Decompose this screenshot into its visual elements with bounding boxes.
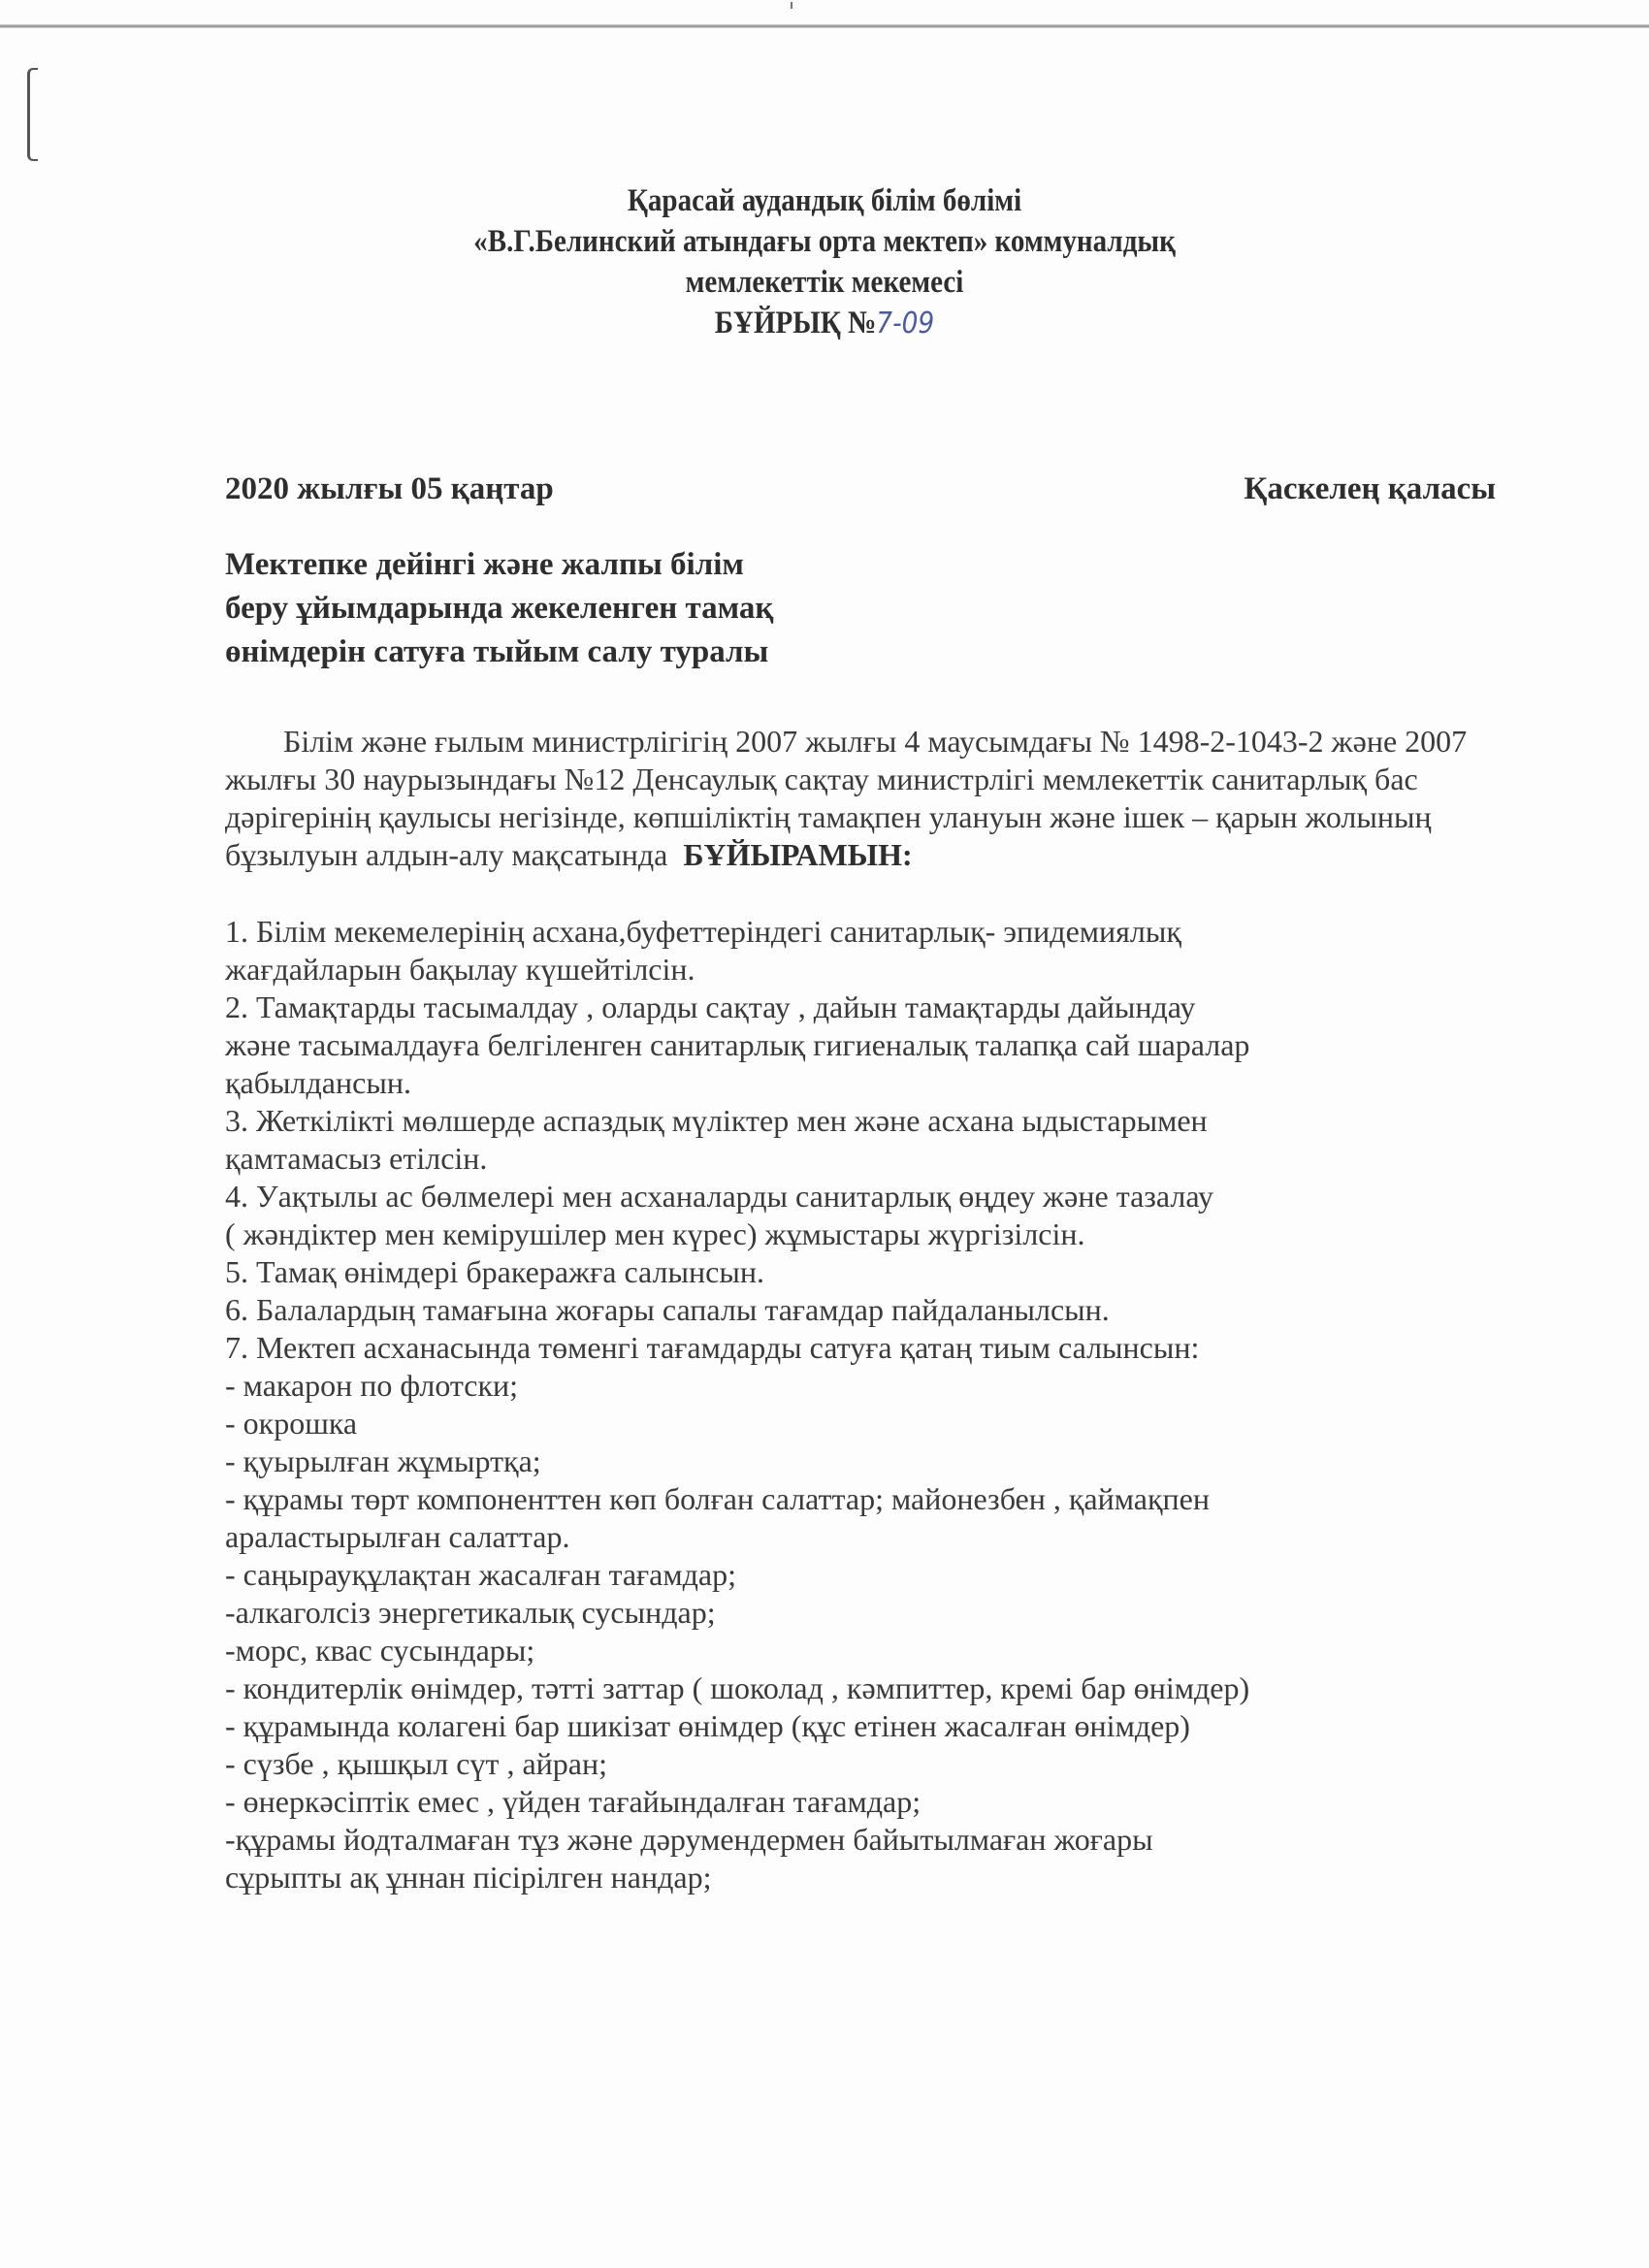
item-line: - саңырауқұлақтан жасалған тағамдар; <box>225 1557 736 1592</box>
order-place: Қаскелең қаласы <box>1244 471 1496 506</box>
document-header <box>99 180 1550 344</box>
item-line: қабылдансын. <box>225 1065 411 1100</box>
order-date: 2020 жылғы 05 қаңтар <box>225 471 554 506</box>
item-line: 2. Тамақтарды тасымалдау , оларды сақтау , дайын тамақтарды дайындау <box>225 989 1196 1024</box>
item-line: 5. Тамақ өнімдері бракеражға салынсын. <box>225 1254 764 1289</box>
order-title <box>225 543 773 674</box>
item-line: -құрамы йодталмаған тұз және дәрумендермен байытылмаған жоғары <box>225 1822 1153 1857</box>
item-line: 1. Білім мекемелерінің асхана,буфеттеріндегі санитарлық- эпидемиялық <box>225 914 1181 949</box>
item-line: ( жәндіктер мен кемірушілер мен күрес) жұмыстары жүргізілсін. <box>225 1216 1085 1251</box>
title-line: Мектепке дейінгі және жалпы білім <box>225 547 744 582</box>
item-line: араластырылған салаттар. <box>225 1519 570 1554</box>
item-line: қамтамасыз етілсін. <box>225 1141 488 1176</box>
preamble-paragraph <box>225 723 1515 874</box>
title-line: беру ұйымдарында жекеленген тамақ <box>225 591 774 626</box>
header-school: «В.Г.Белинский атындағы орта мектеп» коммуналдық <box>473 224 1176 259</box>
scan-edge-line <box>0 24 1649 28</box>
item-line: - құрамы төрт компоненттен көп болған салаттар; майонезбен , қаймақпен <box>225 1481 1210 1516</box>
order-items <box>225 913 1515 1896</box>
item-line: 4. Уақтылы ас бөлмелері мен асханаларды санитарлық өңдеу және тазалау <box>225 1179 1213 1214</box>
scan-mark <box>791 2 792 9</box>
item-line: - өнеркәсіптік емес , үйден тағайындалған тағамдар; <box>225 1784 922 1819</box>
item-line: - құрамында колагені бар шикізат өнімдер (құс етінен жасалған өнімдер) <box>225 1708 1190 1743</box>
item-line: және тасымалдауға белгіленген санитарлық гигиеналық талапқа сай шаралар <box>225 1027 1250 1062</box>
item-line: - сүзбе , қышқыл сүт , айран; <box>225 1746 607 1781</box>
item-line: -морс, квас сусындары; <box>225 1633 535 1668</box>
header-department: Қарасай аудандық білім бөлімі <box>627 183 1022 218</box>
order-label: БҰЙРЫҚ № <box>714 306 877 340</box>
item-line: - макарон по флотски; <box>225 1368 519 1403</box>
item-line: - окрошка <box>225 1406 358 1441</box>
item-line: - кондитерлік өнімдер, тәтті заттар ( шоколад , кәмпиттер, кремі бар өнімдер) <box>225 1670 1250 1705</box>
item-line: сұрыпты ақ ұннан пісірілген нандар; <box>225 1860 712 1895</box>
header-institution-type: мемлекеттік мекемесі <box>685 265 964 300</box>
item-line: -алкаголсіз энергетикалық сусындар; <box>225 1595 716 1630</box>
order-heading <box>99 303 1550 344</box>
item-line: жағдайларын бақылау күшейтілсін. <box>225 952 695 987</box>
order-word: БҰЙЫРАМЫН: <box>683 837 913 872</box>
document-body <box>225 723 1515 1896</box>
date-place-row <box>225 471 1496 507</box>
hole-punch-bracket-mark <box>27 68 38 161</box>
title-line: өнімдерін сатуға тыйым салу туралы <box>225 634 769 669</box>
item-line: 7. Мектеп асханасында төменгі тағамдарды сатуға қатаң тиым салынсын: <box>225 1330 1200 1365</box>
item-line: 3. Жеткілікті мөлшерде аспаздық мүліктер мен және асхана ыдыстарымен <box>225 1103 1208 1138</box>
handwritten-order-number: 7-09 <box>876 307 935 340</box>
item-line: 6. Балалардың тамағына жоғары сапалы тағамдар пайдаланылсын. <box>225 1292 1110 1327</box>
preamble-text: Білім және ғылым министрлігігің 2007 жылғы 4 маусымдағы № 1498-2-1043-2 және 2007 жылғы 30 наурызындағы №12 Денсаулық сақтау министрлігі мемлекеттік санитарлық бас дәрігерінің қаулысы негізінде, көпшіліктің тамақпен улануын және ішек – қарын жолының бұзылуын алдын-алу мақсатында <box>225 724 1468 872</box>
item-line: - қуырылған жұмыртқа; <box>225 1443 541 1478</box>
